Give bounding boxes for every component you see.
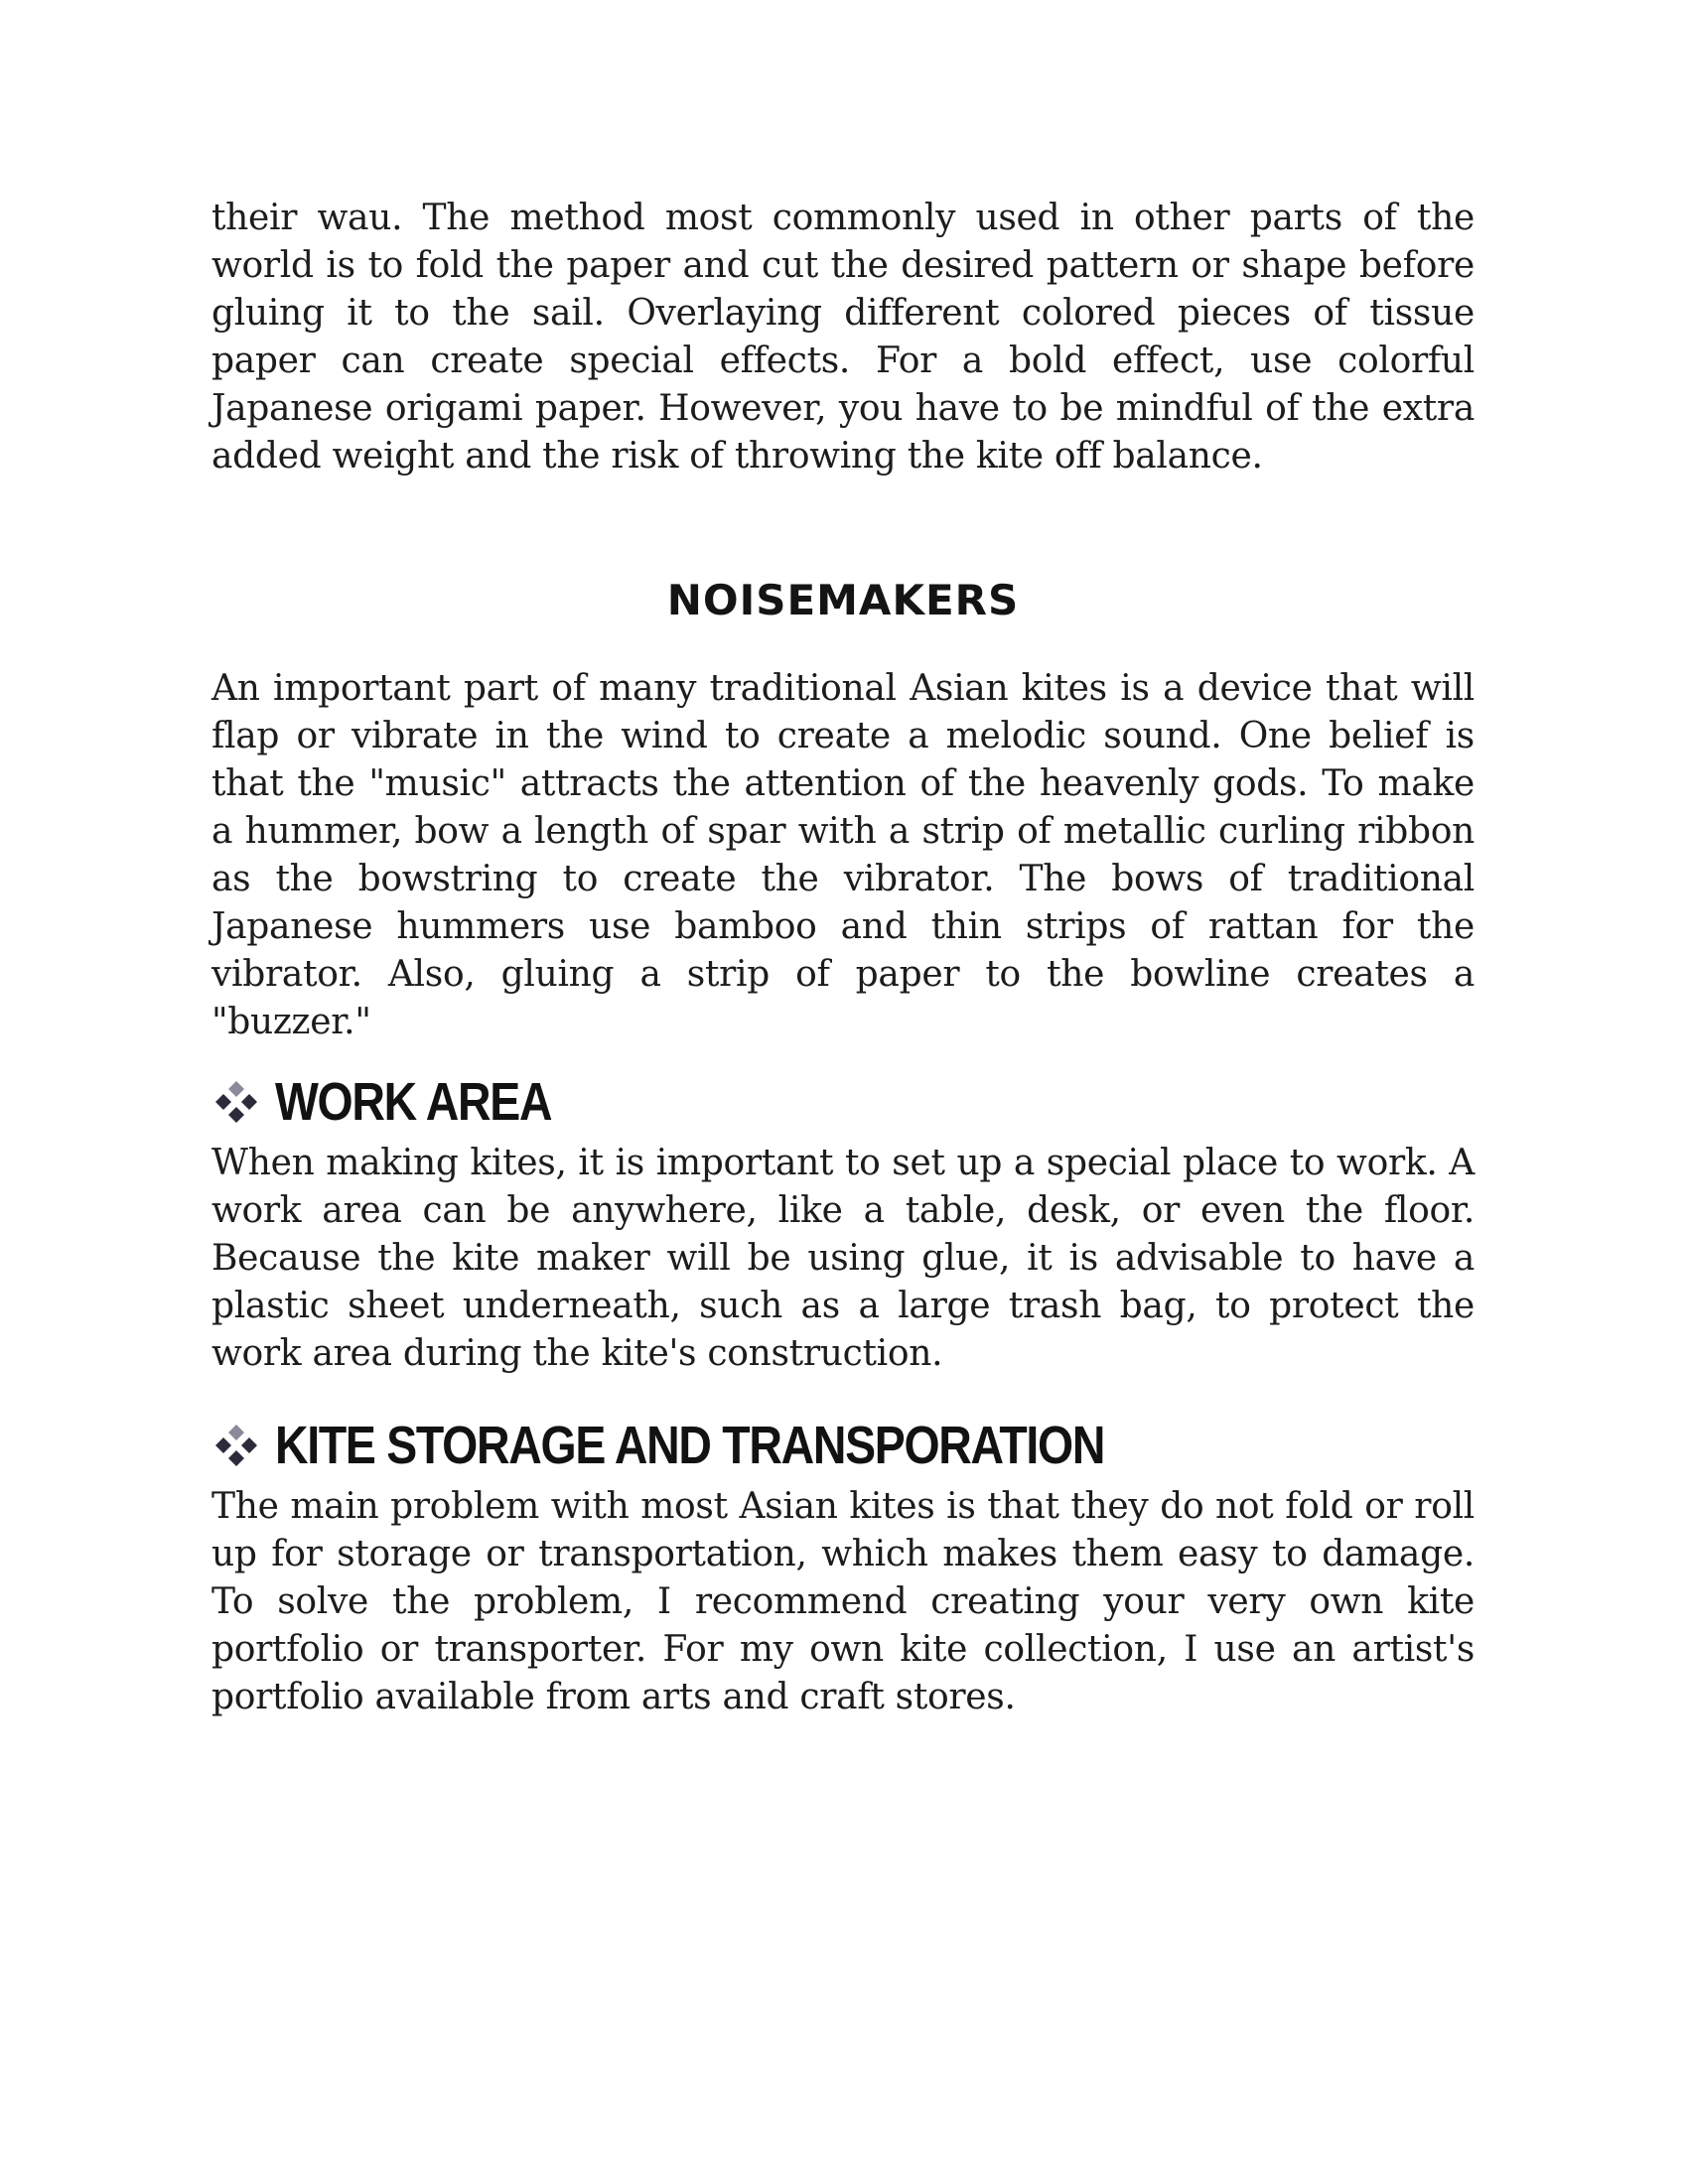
four-diamond-bullet-icon (211, 1077, 261, 1127)
work-area-heading-text: WORK AREA (275, 1072, 552, 1132)
noisemakers-paragraph: An important part of many traditional Asian kites is a device that will flap or vibrate in the wind to create a melodic sound. One belief is that the "music" attracts the attention of the heavenly gods. To make a hummer, bow a length of spar with a strip of metallic curling ribbon as the bowstring to create the vibrator. The bows of traditional Japanese hummers use bamboo and thin strips of rattan for the vibrator. Also, gluing a strip of paper to the bowline creates a "buzzer." (211, 668, 1475, 1042)
noisemakers-heading: NOISEMAKERS (666, 576, 1020, 624)
intro-paragraph: their wau. The method most commonly used in other parts of the world is to fold the paper and cut the desired pattern or shape before gluing it to the sail. Overlaying different colored pieces of tissue paper can create special effects. For a bold effect, use colorful Japanese origami paper. However, you have to be mindful of the extra added weight and the risk of throwing the kite off balance. (211, 198, 1475, 477)
storage-paragraph: The main problem with most Asian kites is that they do not fold or roll up for storage or transportation, which makes them easy to damage. To solve the problem, I recommend creating your very own kite portfolio or transporter. For my own kite collection, I use an artist's portfolio available from arts and craft stores. (211, 1486, 1475, 1717)
storage-heading (211, 1416, 1475, 1475)
document-page (211, 195, 1475, 1721)
work-area-paragraph: When making kites, it is important to set up a special place to work. A work area can be anywhere, like a table, desk, or even the floor. Because the kite maker will be using glue, it is advisable to have a plastic sheet underneath, such as a large trash bag, to protect the work area during the kite's construction. (211, 1143, 1475, 1374)
storage-heading-text: KITE STORAGE AND TRANSPORATION (275, 1416, 1105, 1475)
work-area-heading (211, 1072, 1475, 1132)
four-diamond-bullet-icon (211, 1421, 261, 1470)
